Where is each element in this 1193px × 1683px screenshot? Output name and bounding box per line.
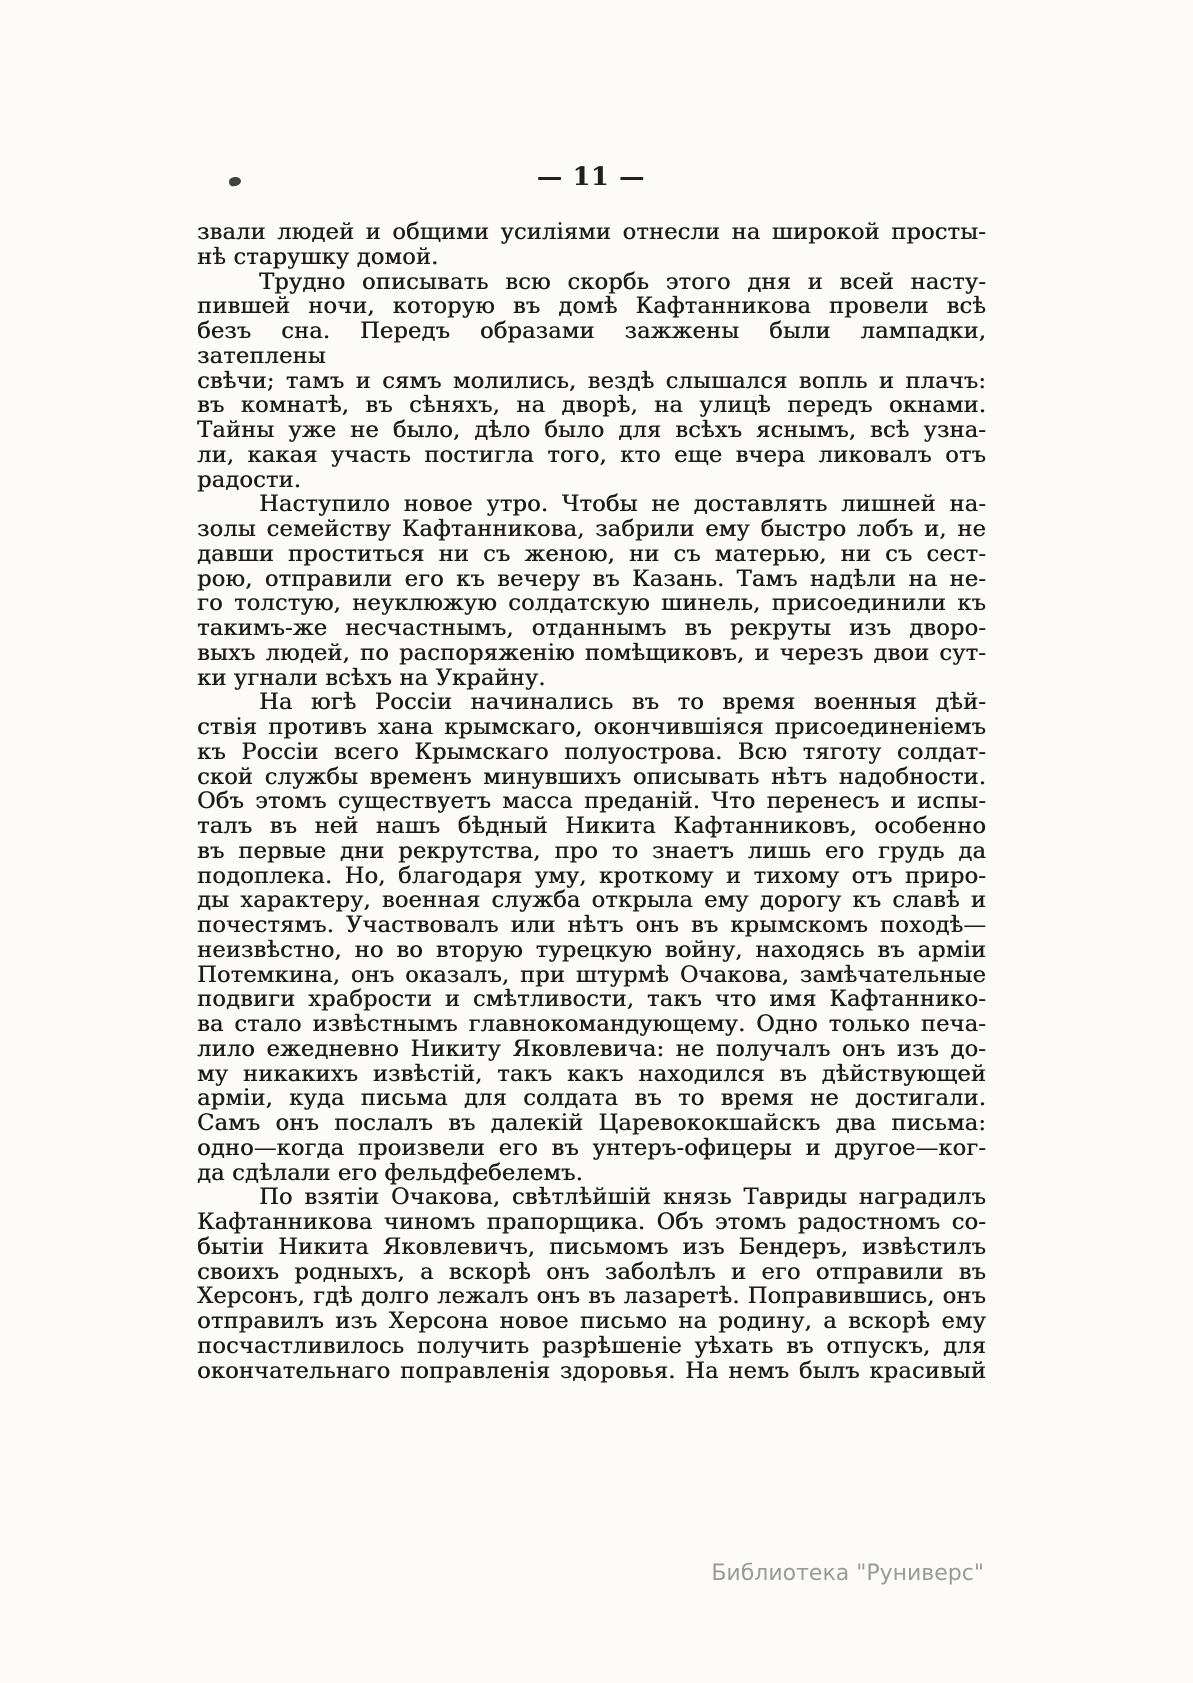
paragraph [197,492,986,690]
text-line: ской службы временъ минувшихъ описывать нѣтъ надобности. [197,763,986,790]
text-line: Херсонъ, гдѣ долго лежалъ онъ въ лазаретѣ. Поправившись, онъ [197,1283,986,1310]
text-line: своихъ родныхъ, а вскорѣ онъ заболѣлъ и его отправили въ [197,1258,986,1285]
text-line: почестямъ. Участвовалъ или нѣтъ онъ въ крымскомъ походѣ— [197,912,986,938]
paragraph [197,690,986,1185]
text-line: окончательнаго поправленія здоровья. На немъ былъ красивый [197,1357,986,1384]
text-line: му никакихъ извѣстій, такъ какъ находился въ дѣйствующей [197,1060,986,1087]
text-line: звали людей и общими усиліями отнесли на широкой просты- [197,219,986,245]
text-block [197,220,986,1383]
paragraph [197,1185,986,1383]
text-line: неизвѣстно, но во вторую турецкую войну, находясь въ арміи [197,936,986,963]
text-line: рою, отправили его къ вечеру въ Казань. Тамъ надѣли на не- [197,565,986,592]
text-line: одно—когда произвели его въ унтеръ-офицеры и другое—ког- [197,1134,986,1161]
text-line: подоплека. Но, благодаря уму, кроткому и тихому отъ приро- [197,862,986,889]
text-line: Потемкина, онъ оказалъ, при штурмѣ Очакова, замѣчательные [197,961,986,988]
text-line: ды характеру, военная служба открыла ему дорогу къ славѣ и [197,887,986,914]
text-line: талъ въ ней нашъ бѣдный Никита Кафтанниковъ, особенно [197,813,986,839]
text-line: ли, какая участь постигла того, кто еще вчера ликовалъ отъ [197,441,986,468]
text-line: нѣ старушку домой. [197,243,439,270]
text-line: безъ сна. Передъ образами зажжены были лампадки, затеплены [197,318,986,369]
text-line: лило ежедневно Никиту Яковлевича: не получалъ онъ изъ до- [197,1035,986,1062]
text-line: го толстую, неуклюжую солдатскую шинель, присоединили къ [197,590,986,617]
text-line: На югѣ Россіи начинались въ то время военныя дѣй- [259,689,986,716]
text-line: ствія противъ хана крымскаго, окончившіяся присоединеніемъ [197,714,986,740]
text-line: Самъ онъ послалъ въ далекій Царевококшайскъ два письма: [197,1110,986,1136]
paragraph [197,220,986,270]
text-line: Кафтанникова чиномъ прапорщика. Объ этомъ радостномъ со- [197,1209,986,1235]
text-line: Наступило новое утро. Чтобы не доставлять лишней на- [259,491,986,518]
text-line: посчастливилось получить разрѣшеніе уѣхать въ отпускъ, для [197,1332,986,1359]
text-line: выхъ людей, по распоряженію помѣщиковъ, и черезъ двои сут- [197,639,986,666]
text-line: арміи, куда письма для солдата въ то время не достигали. [197,1085,986,1112]
page-number: — 11 — [536,162,646,191]
text-line: ва стало извѣстнымъ главнокомандующему. Одно только печа- [197,1011,986,1037]
text-line: ки угнали всѣхъ на Украйну. [197,664,546,691]
text-line: да сдѣлали его фельдфебелемъ. [197,1159,583,1186]
text-line: отправилъ изъ Херсона новое письмо на родину, а вскорѣ ему [197,1308,986,1334]
text-line: Трудно описывать всю скорбь этого дня и всей насту- [259,268,986,295]
text-line: золы семейству Кафтанникова, забрили ему быстро лобъ и, не [197,516,986,542]
text-line: радости. [197,466,302,493]
text-line: къ Россіи всего Крымскаго полуострова. Всю тяготу солдат- [197,738,986,765]
text-line: свѣчи; тамъ и сямъ молились, вездѣ слышался вопль и плачъ: [197,367,986,394]
text-line: По взятіи Очакова, свѣтлѣйшій князь Тавриды наградилъ [259,1184,986,1211]
text-line: такимъ-же несчастнымъ, отданнымъ въ рекруты изъ дворо- [197,615,986,641]
text-line: бытіи Никита Яковлевичъ, письмомъ изъ Бендеръ, извѣстилъ [197,1233,986,1260]
text-line: Тайны уже не было, дѣло было для всѣхъ яснымъ, всѣ узна- [197,417,986,443]
text-line: давши проститься ни съ женою, ни съ матерью, ни съ сест- [197,540,986,567]
text-line: пившей ночи, которую въ домѣ Кафтанникова провели всѣ [197,293,986,320]
paragraph [197,270,986,493]
text-line: въ комнатѣ, въ сѣняхъ, на дворѣ, на улицѣ передъ окнами. [197,392,986,419]
text-line: подвиги храбрости и смѣтливости, такъ что имя Кафтаннико- [197,986,986,1013]
watermark: Библиотека "Руниверс" [711,1561,984,1586]
text-line: въ первые дни рекрутства, про то знаетъ лишь его грудь да [197,837,986,864]
text-line: Объ этомъ существуетъ масса преданій. Что перенесъ и испы- [197,788,986,815]
